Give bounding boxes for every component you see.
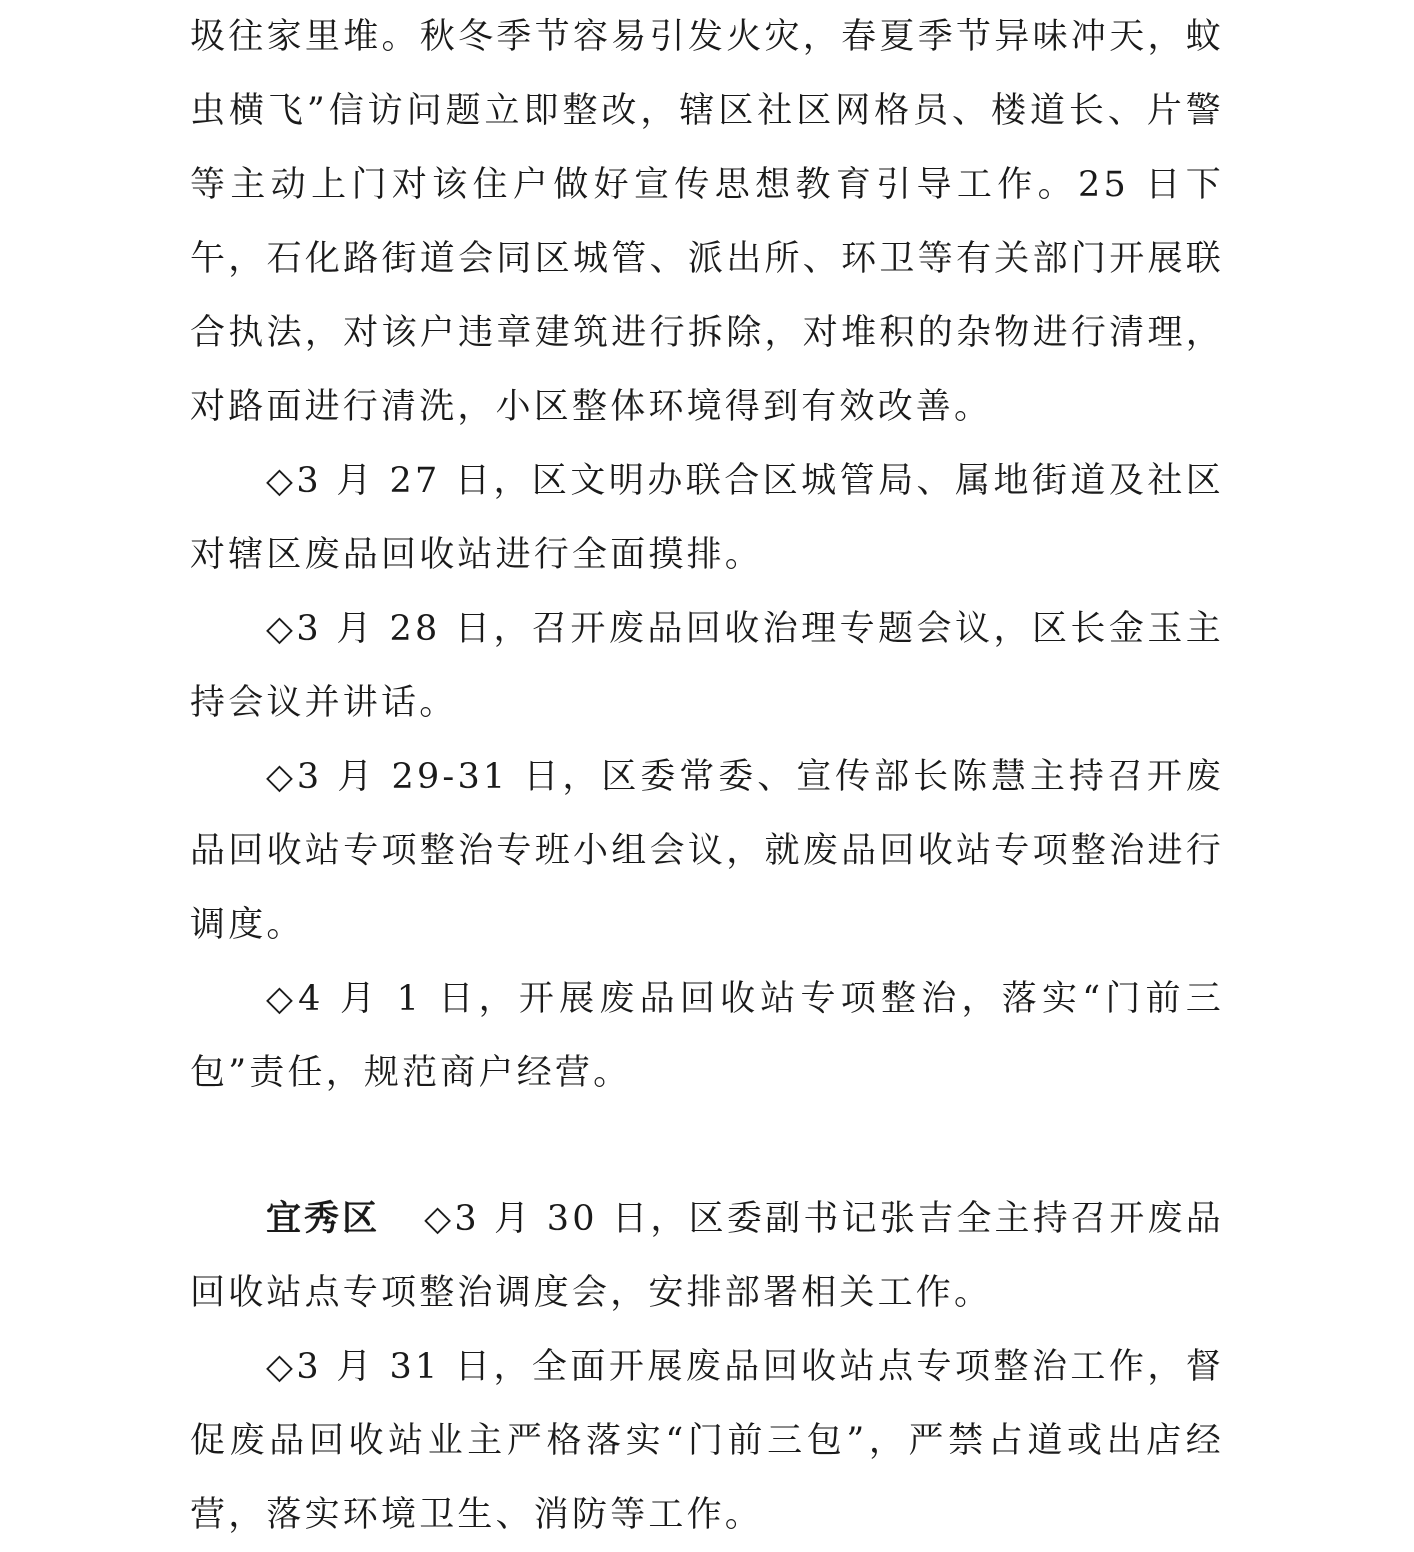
document-body [190,0,1224,1552]
paragraph-continuation: 圾往家里堆。秋冬季节容易引发火灾，春夏季节异味冲天，蚊虫横飞”信访问题立即整改，辖区社区网格员、楼道长、片警等主动上门对该住户做好宣传思想教育引导工作。25 日下午，石化路街道会同区城管、派出所、环卫等有关部门开展联合执法，对该户违章建筑进行拆除，对堆积的杂物进行清理，对路面进行清洗，小区整体环境得到有效改善。 [190,17,1224,427]
region-name: 宜秀区 [266,1199,381,1239]
paragraph-item-mar29-31: ◇3 月 29-31 日，区委常委、宣传部长陈慧主持召开废品回收站专项整治专班小组会议，就废品回收站专项整治进行调度。 [190,757,1224,945]
paragraph-item-mar31: ◇3 月 31 日，全面开展废品回收站点专项整治工作，督促废品回收站业主严格落实“门前三包”，严禁占道或出店经营，落实环境卫生、消防等工作。 [190,1347,1224,1535]
paragraph-region-section [190,1182,1224,1330]
paragraph-item-mar28: ◇3 月 28 日，召开废品回收治理专题会议，区长金玉主持会议并讲话。 [190,609,1224,723]
paragraph-item-apr1: ◇4 月 1 日，开展废品回收站专项整治，落实“门前三包”责任，规范商户经营。 [190,979,1224,1093]
paragraph-item-mar27: ◇3 月 27 日，区文明办联合区城管局、属地街道及社区对辖区废品回收站进行全面摸排。 [190,461,1224,575]
section-gap [190,1110,1224,1182]
region-first-item: ◇3 月 30 日，区委副书记张吉全主持召开废品回收站点专项整治调度会，安排部署相关工作。 [190,1199,1224,1313]
